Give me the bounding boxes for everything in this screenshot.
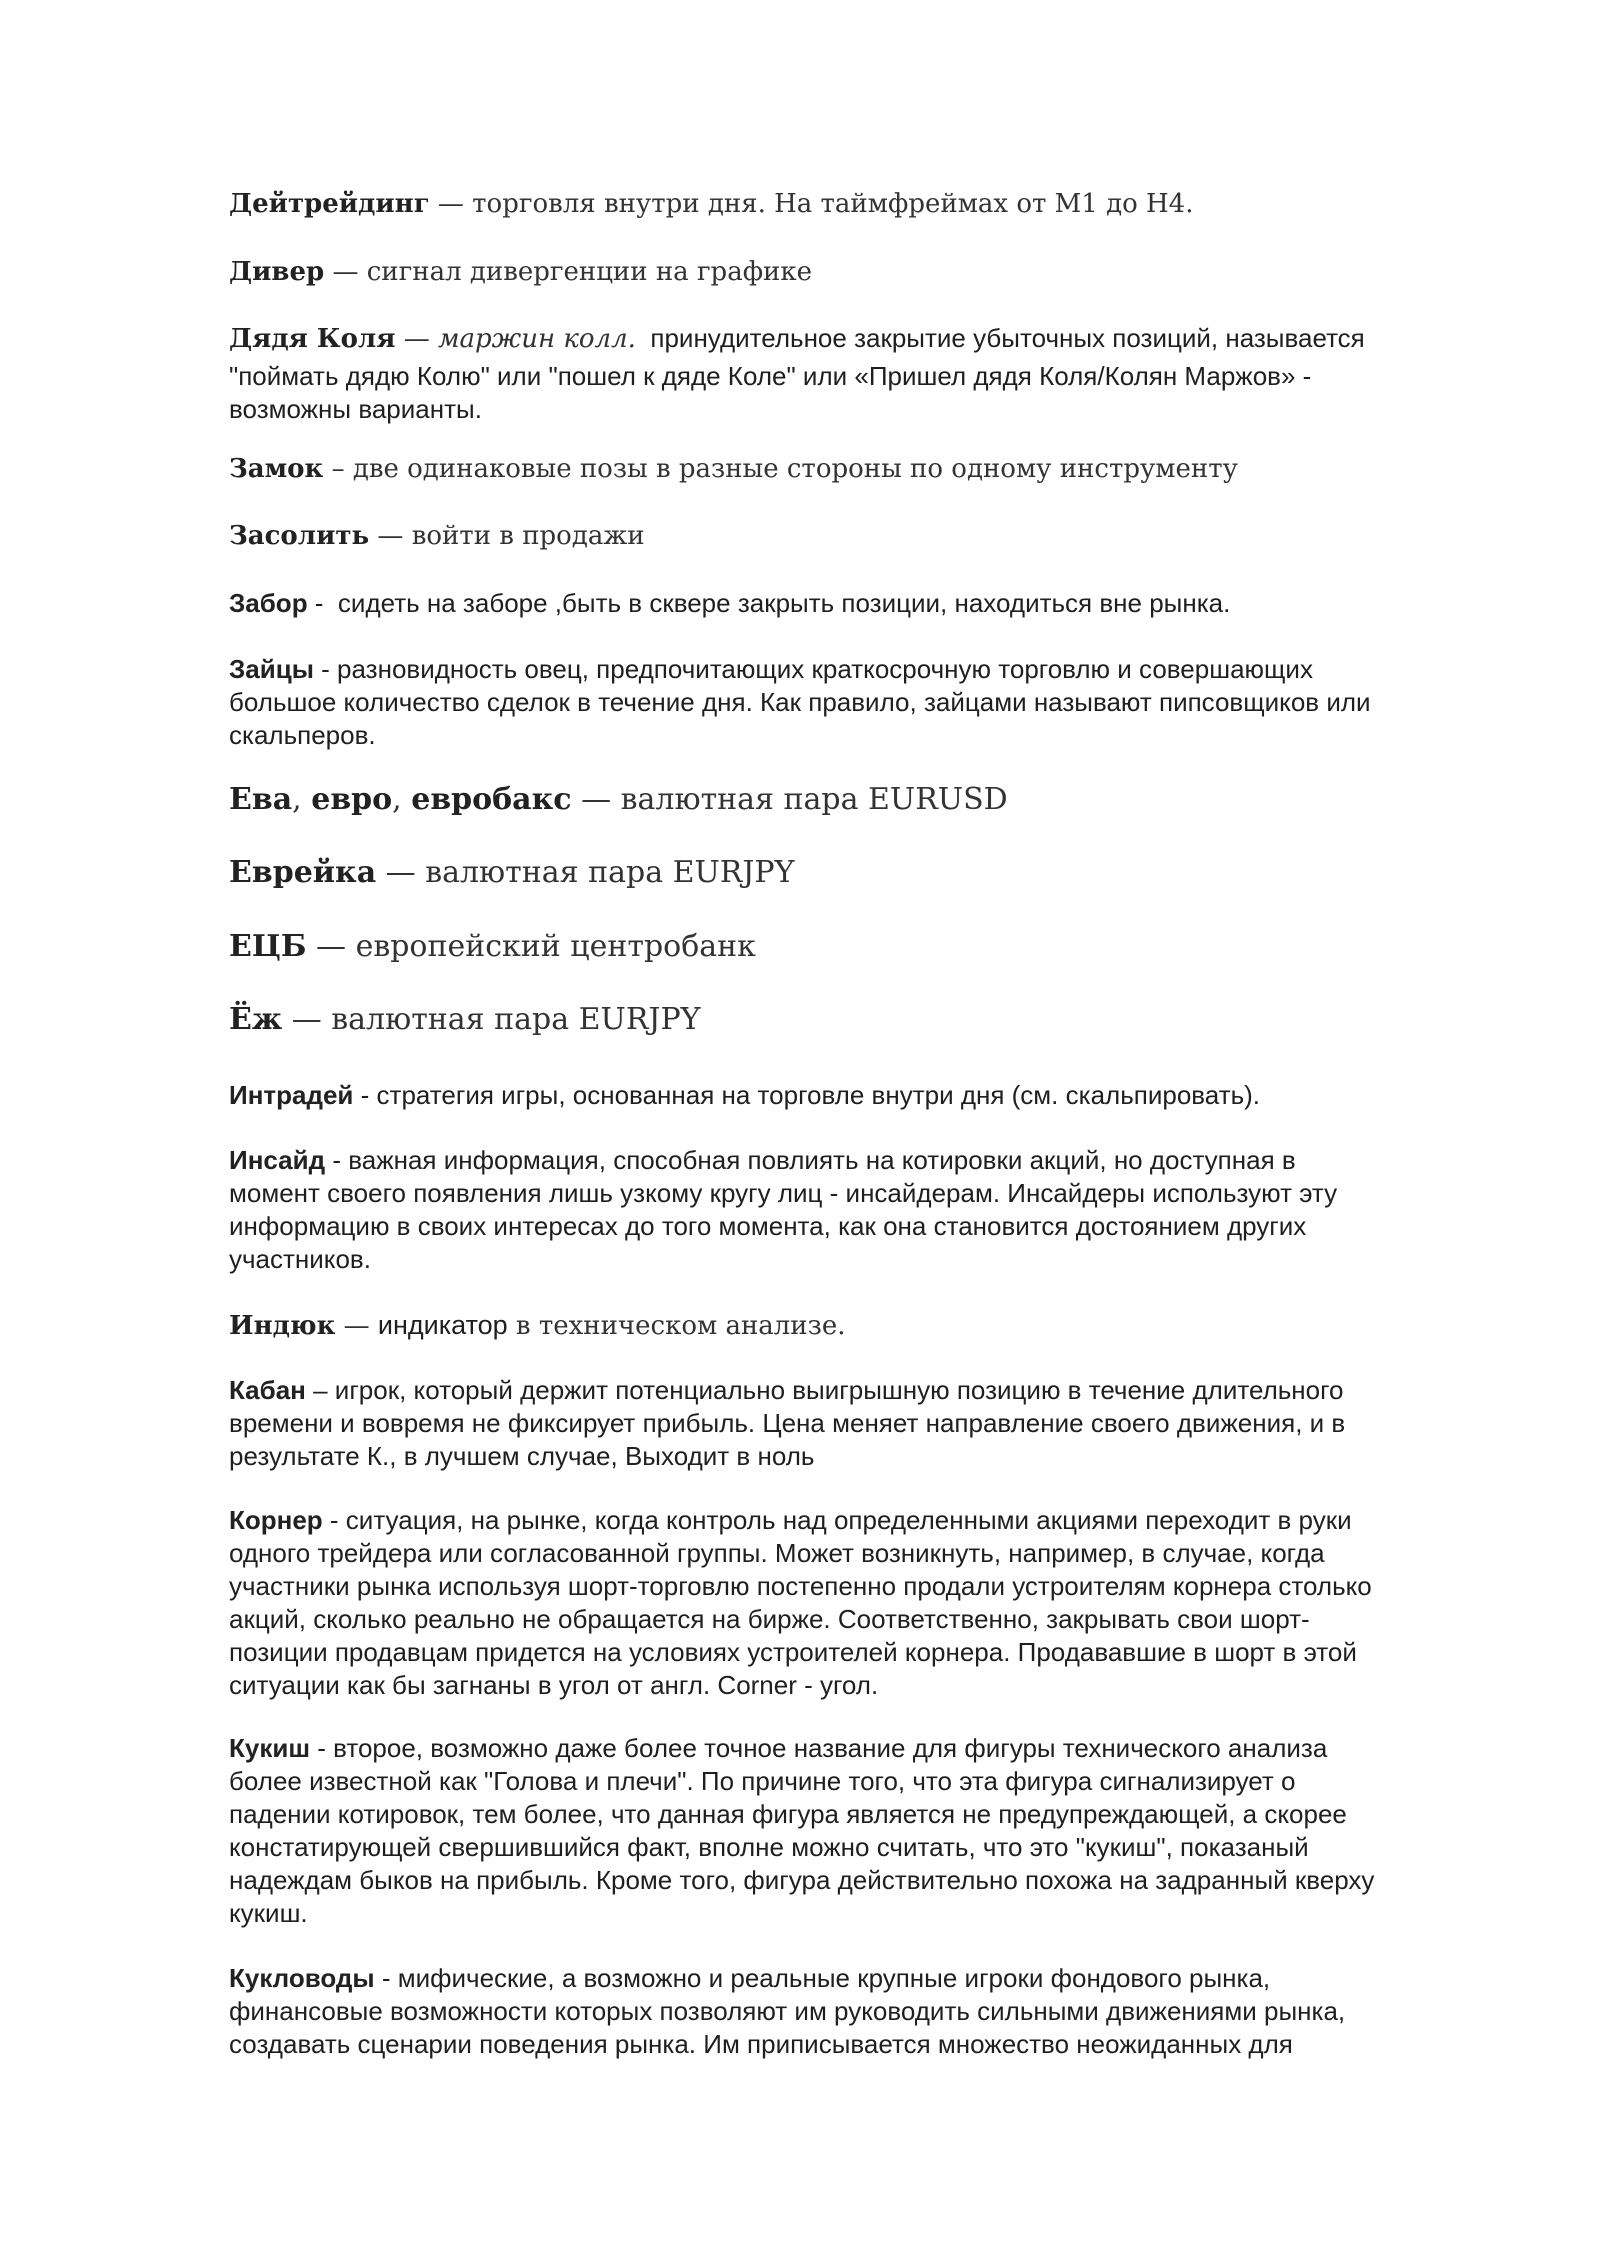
glossary-entry-zamok bbox=[229, 452, 1479, 486]
entry-definition-line: падении котировок, тем более, что данная фигура является не предупреждающей, а скорее bbox=[229, 1799, 1347, 1829]
entry-definition-line: принудительное закрытие убыточных позиций, называется bbox=[635, 323, 1365, 353]
entry-separator: — bbox=[369, 521, 412, 551]
entry-definition-line: одного трейдера или согласованной группы. Может возникнуть, например, в случае, когда bbox=[229, 1538, 1325, 1568]
entry-term: Кабан bbox=[229, 1375, 306, 1405]
entry-definition-line: момент своего появления лишь узкому кругу лиц - инсайдерам. Инсайдеры используют эту bbox=[229, 1178, 1338, 1208]
entry-separator: — bbox=[324, 257, 367, 287]
entry-separator: — bbox=[376, 855, 426, 890]
entry-term: Замок bbox=[229, 454, 324, 484]
entry-term: Инсайд bbox=[229, 1145, 326, 1175]
entry-term: Индюк bbox=[229, 1311, 336, 1341]
glossary-entry-eva bbox=[229, 780, 1479, 820]
entry-term-alt: евробакс bbox=[411, 782, 572, 817]
entry-separator: – bbox=[305, 1375, 335, 1405]
entry-definition-line: участников. bbox=[229, 1244, 371, 1274]
entry-term: Зайцы bbox=[229, 654, 314, 684]
entry-definition-line: "поймать дядю Колю" или "пошел к дяде Коле" или «Пришел дядя Коля/Колян Маржов» - bbox=[229, 361, 1312, 391]
entry-definition-line: скальперов. bbox=[229, 720, 376, 750]
glossary-entry-kuklovody bbox=[229, 1962, 1479, 2061]
entry-definition-line: возможны варианты. bbox=[229, 394, 482, 424]
entry-mid-word: индикатор bbox=[377, 1310, 508, 1340]
glossary-entry-diver bbox=[229, 255, 1479, 289]
entry-definition-line: ситуация, на рынке, когда контроль над определенными акциями переходит в руки bbox=[345, 1505, 1352, 1535]
glossary-entry-dyadya-kolya bbox=[229, 322, 1479, 426]
entry-definition-line: позиции продавцам придется на условиях устроителей корнера. Продававшие в шорт в этой bbox=[229, 1637, 1357, 1667]
entry-term: Интрадей bbox=[229, 1080, 354, 1110]
entry-separator: , bbox=[392, 782, 412, 817]
entry-definition-line: акций, сколько реально не обращается на бирже. Соответственно, закрывать свои шорт- bbox=[229, 1604, 1310, 1634]
entry-definition-line: информацию в своих интересах до того момента, как она становится достоянием других bbox=[229, 1211, 1307, 1241]
entry-separator: - bbox=[374, 1963, 398, 1993]
entry-term: Засолить bbox=[229, 521, 370, 551]
entry-separator: - bbox=[353, 1080, 377, 1110]
entry-definition-line: более известной как "Голова и плечи". По причине того, что эта фигура сигнализирует о bbox=[229, 1766, 1296, 1796]
entry-term: Кукиш bbox=[229, 1733, 310, 1763]
entry-definition: сигнал дивергенции на графике bbox=[366, 257, 813, 287]
entry-definition-line: большое количество сделок в течение дня. Как правило, зайцами называют пипсовщиков или bbox=[229, 687, 1371, 717]
entry-definition-line: игрок, который держит потенциально выигрышную позицию в течение длительного bbox=[334, 1375, 1344, 1405]
entry-definition-line: участники рынка используя шорт-торговлю постепенно продали устроителям корнера столько bbox=[229, 1571, 1372, 1601]
glossary-entry-insaid bbox=[229, 1144, 1479, 1276]
entry-separator: — bbox=[571, 782, 621, 817]
entry-definition-line: кукиш. bbox=[229, 1898, 308, 1928]
entry-definition-line: ситуации как бы загнаны в угол от англ. Corner - угол. bbox=[229, 1670, 879, 1700]
entry-definition-line: важная информация, способная повлиять на котировки акций, но доступная в bbox=[348, 1145, 1296, 1175]
entry-separator: — bbox=[429, 189, 473, 219]
entry-definition: валютная пара EURJPY bbox=[425, 855, 795, 890]
entry-definition: в техническом анализе. bbox=[507, 1311, 846, 1341]
entry-italic-note: маржин колл. bbox=[437, 324, 636, 354]
entry-definition: валютная пара EURUSD bbox=[620, 782, 1008, 817]
entry-separator: – bbox=[323, 454, 353, 484]
entry-separator: - bbox=[325, 1145, 349, 1175]
entry-term: Корнер bbox=[229, 1505, 323, 1535]
entry-separator: - bbox=[313, 654, 338, 684]
entry-term: Еврейка bbox=[229, 855, 377, 890]
entry-separator: — bbox=[306, 929, 356, 964]
glossary-entry-ecb bbox=[229, 927, 1479, 967]
entry-term-alt: евро bbox=[311, 782, 393, 817]
entry-definition-line: второе, возможно даже более точное название для фигуры технического анализа bbox=[333, 1733, 1328, 1763]
entry-term: Забор bbox=[229, 588, 308, 618]
entry-term: Ёж bbox=[229, 1002, 283, 1037]
entry-definition: войти в продажи bbox=[411, 521, 645, 551]
entry-separator: — bbox=[395, 324, 438, 354]
glossary-entry-indyuk bbox=[229, 1308, 1479, 1343]
glossary-entry-zasolit bbox=[229, 519, 1479, 553]
glossary-entry-zaitsy bbox=[229, 653, 1479, 752]
entry-term: Дядя Коля bbox=[229, 324, 396, 354]
entry-definition: европейский центробанк bbox=[355, 929, 756, 964]
entry-term: Дивер bbox=[229, 257, 325, 287]
glossary-entry-korner bbox=[229, 1504, 1479, 1702]
entry-definition: стратегия игры, основанная на торговле внутри дня (см. скальпировать). bbox=[376, 1080, 1261, 1110]
entry-definition-line: времени и вовремя не фиксирует прибыль. Цена меняет направление своего движения, и в bbox=[229, 1408, 1346, 1438]
entry-separator: , bbox=[292, 782, 312, 817]
entry-definition: сидеть на заборе ,быть в сквере закрыть позиции, находиться вне рынка. bbox=[337, 588, 1231, 618]
glossary-entry-ezh bbox=[229, 1000, 1479, 1040]
entry-separator: - bbox=[310, 1733, 334, 1763]
glossary-entry-zabor bbox=[229, 587, 1479, 620]
entry-definition-line: результате К., в лучшем случае, Выходит в ноль bbox=[229, 1441, 815, 1471]
glossary-entry-kaban bbox=[229, 1374, 1479, 1473]
entry-separator: - bbox=[322, 1505, 346, 1535]
glossary-entry-intraday bbox=[229, 1079, 1479, 1112]
entry-definition-line: мифические, а возможно и реальные крупные игроки фондового рынка, bbox=[397, 1963, 1271, 1993]
glossary-entry-kukish bbox=[229, 1732, 1479, 1930]
entry-term: Дейтрейдинг bbox=[229, 189, 430, 219]
entry-separator: — bbox=[282, 1002, 332, 1037]
entry-definition: валютная пара EURJPY bbox=[331, 1002, 701, 1037]
entry-term: Кукловоды bbox=[229, 1963, 375, 1993]
entry-definition: две одинаковые позы в разные стороны по одному инструменту bbox=[352, 454, 1238, 484]
glossary-entry-daytrading bbox=[229, 187, 1479, 221]
entry-definition-line: разновидность овец, предпочитающих краткосрочную торговлю и совершающих bbox=[337, 654, 1313, 684]
entry-term: ЕЦБ bbox=[229, 929, 307, 964]
entry-definition-line: констатирующей свершившийся факт, вполне можно считать, что это "кукиш", показаный bbox=[229, 1832, 1309, 1862]
entry-definition-line: создавать сценарии поведения рынка. Им приписывается множество неожиданных для bbox=[229, 2029, 1293, 2059]
entry-separator: - bbox=[307, 588, 338, 618]
entry-term: Ева bbox=[229, 782, 293, 817]
entry-definition: торговля внутри дня. На таймфреймах от М1 до Н4. bbox=[472, 189, 1194, 219]
glossary-entry-evreika bbox=[229, 853, 1479, 893]
entry-definition-line: финансовые возможности которых позволяют им руководить сильными движениями рынка, bbox=[229, 1996, 1346, 2026]
entry-separator: — bbox=[335, 1311, 378, 1341]
entry-definition-line: надеждам быков на прибыль. Кроме того, фигура действительно похожа на задранный кверху bbox=[229, 1865, 1375, 1895]
